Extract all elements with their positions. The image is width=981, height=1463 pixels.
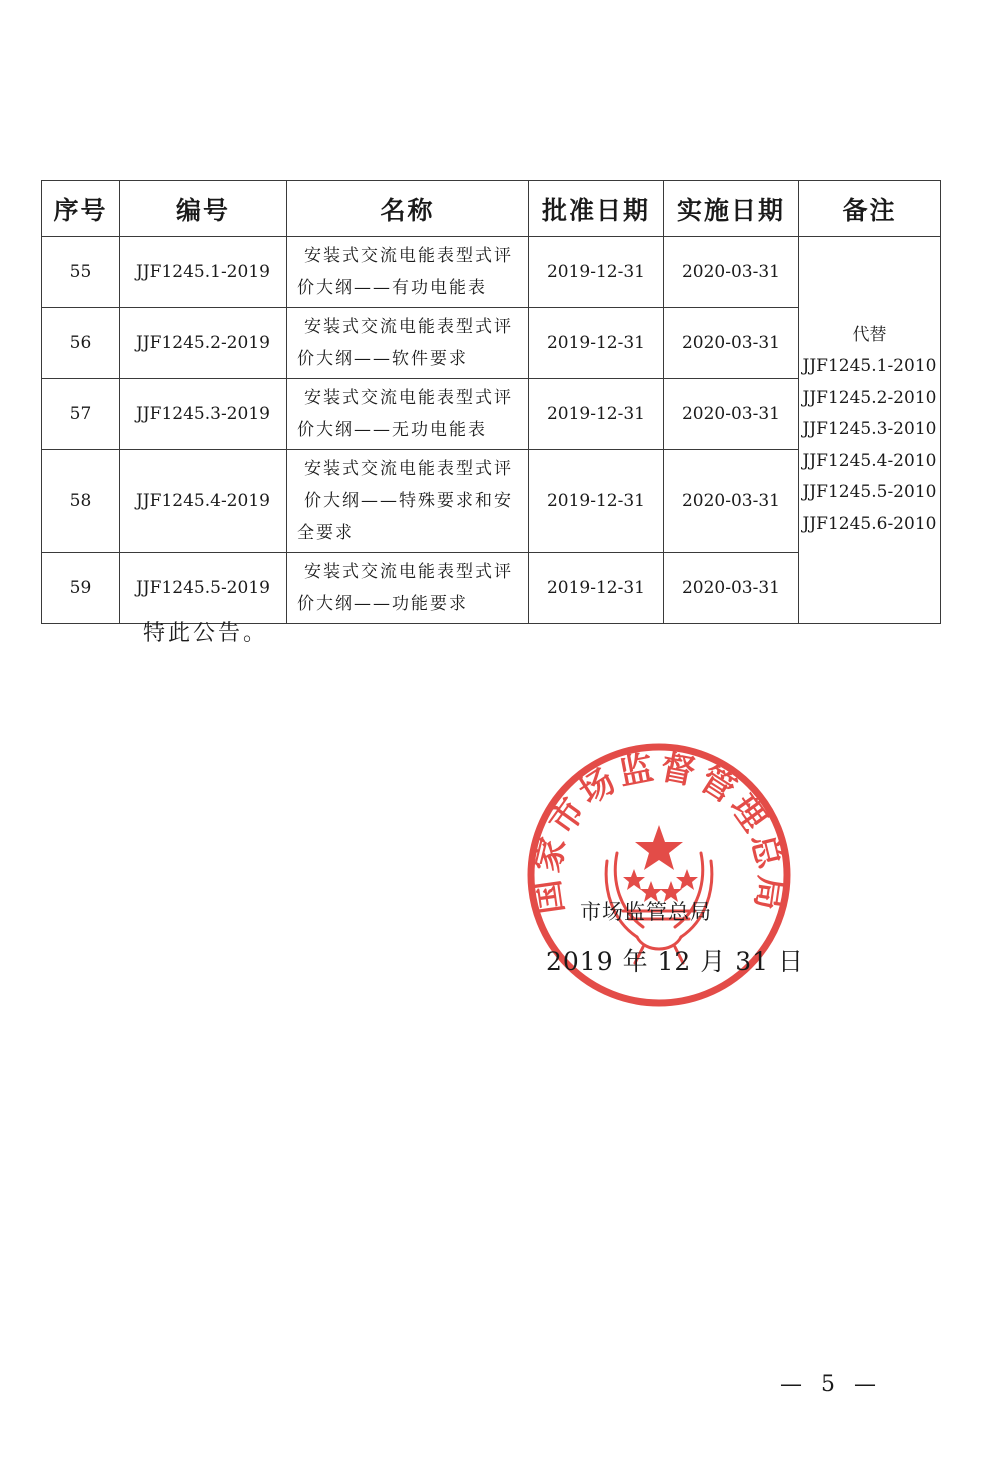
note-code: JJF1245.4-2010 bbox=[802, 450, 937, 471]
row-name: 安装式交流电能表型式评价大纲——软件要求 bbox=[287, 308, 529, 379]
page-number: — 5 — bbox=[780, 1372, 882, 1397]
row-effective-date: 2020-03-31 bbox=[664, 379, 799, 450]
issuer-name: 市场监管总局 bbox=[580, 900, 712, 924]
row-code: JJF1245.1-2019 bbox=[120, 237, 287, 308]
row-name: 安装式交流电能表型式评价大纲——特殊要求和安全要求 bbox=[287, 450, 529, 553]
header-note: 备注 bbox=[799, 181, 941, 237]
row-effective-date: 2020-03-31 bbox=[664, 450, 799, 553]
header-seq: 序号 bbox=[42, 181, 120, 237]
row-seq: 59 bbox=[42, 553, 120, 624]
row-effective-date: 2020-03-31 bbox=[664, 308, 799, 379]
row-code: JJF1245.3-2019 bbox=[120, 379, 287, 450]
note-code: JJF1245.6-2010 bbox=[802, 513, 937, 534]
note-label: 代替 bbox=[852, 324, 887, 345]
row-name: 安装式交流电能表型式评价大纲——无功电能表 bbox=[287, 379, 529, 450]
header-approved: 批准日期 bbox=[529, 181, 664, 237]
note-code: JJF1245.1-2010 bbox=[802, 356, 937, 377]
header-code: 编号 bbox=[120, 181, 287, 237]
row-approved-date: 2019-12-31 bbox=[529, 237, 664, 308]
row-approved-date: 2019-12-31 bbox=[529, 553, 664, 624]
row-approved-date: 2019-12-31 bbox=[529, 308, 664, 379]
closing-statement: 特此公告。 bbox=[143, 621, 269, 646]
issue-date: 2019 年 12 月 31 日 bbox=[546, 947, 804, 976]
header-effective: 实施日期 bbox=[664, 181, 799, 237]
seal-text: 国家市场监督管理总局 bbox=[526, 747, 792, 917]
note-cell bbox=[799, 237, 941, 624]
row-effective-date: 2020-03-31 bbox=[664, 237, 799, 308]
header-name: 名称 bbox=[287, 181, 529, 237]
note-code: JJF1245.2-2010 bbox=[802, 387, 937, 408]
row-seq: 58 bbox=[42, 450, 120, 553]
table-header-row bbox=[42, 181, 941, 237]
note-code: JJF1245.5-2010 bbox=[802, 482, 937, 503]
row-code: JJF1245.5-2019 bbox=[120, 553, 287, 624]
row-effective-date: 2020-03-31 bbox=[664, 553, 799, 624]
row-approved-date: 2019-12-31 bbox=[529, 450, 664, 553]
row-code: JJF1245.4-2019 bbox=[120, 450, 287, 553]
row-seq: 57 bbox=[42, 379, 120, 450]
seal-emblem bbox=[623, 825, 698, 902]
standards-table bbox=[41, 180, 941, 624]
row-name: 安装式交流电能表型式评价大纲——功能要求 bbox=[287, 553, 529, 624]
row-seq: 56 bbox=[42, 308, 120, 379]
note-code: JJF1245.3-2010 bbox=[802, 419, 937, 440]
row-approved-date: 2019-12-31 bbox=[529, 379, 664, 450]
row-name: 安装式交流电能表型式评价大纲——有功电能表 bbox=[287, 237, 529, 308]
row-seq: 55 bbox=[42, 237, 120, 308]
row-code: JJF1245.2-2019 bbox=[120, 308, 287, 379]
table-row bbox=[42, 237, 941, 308]
